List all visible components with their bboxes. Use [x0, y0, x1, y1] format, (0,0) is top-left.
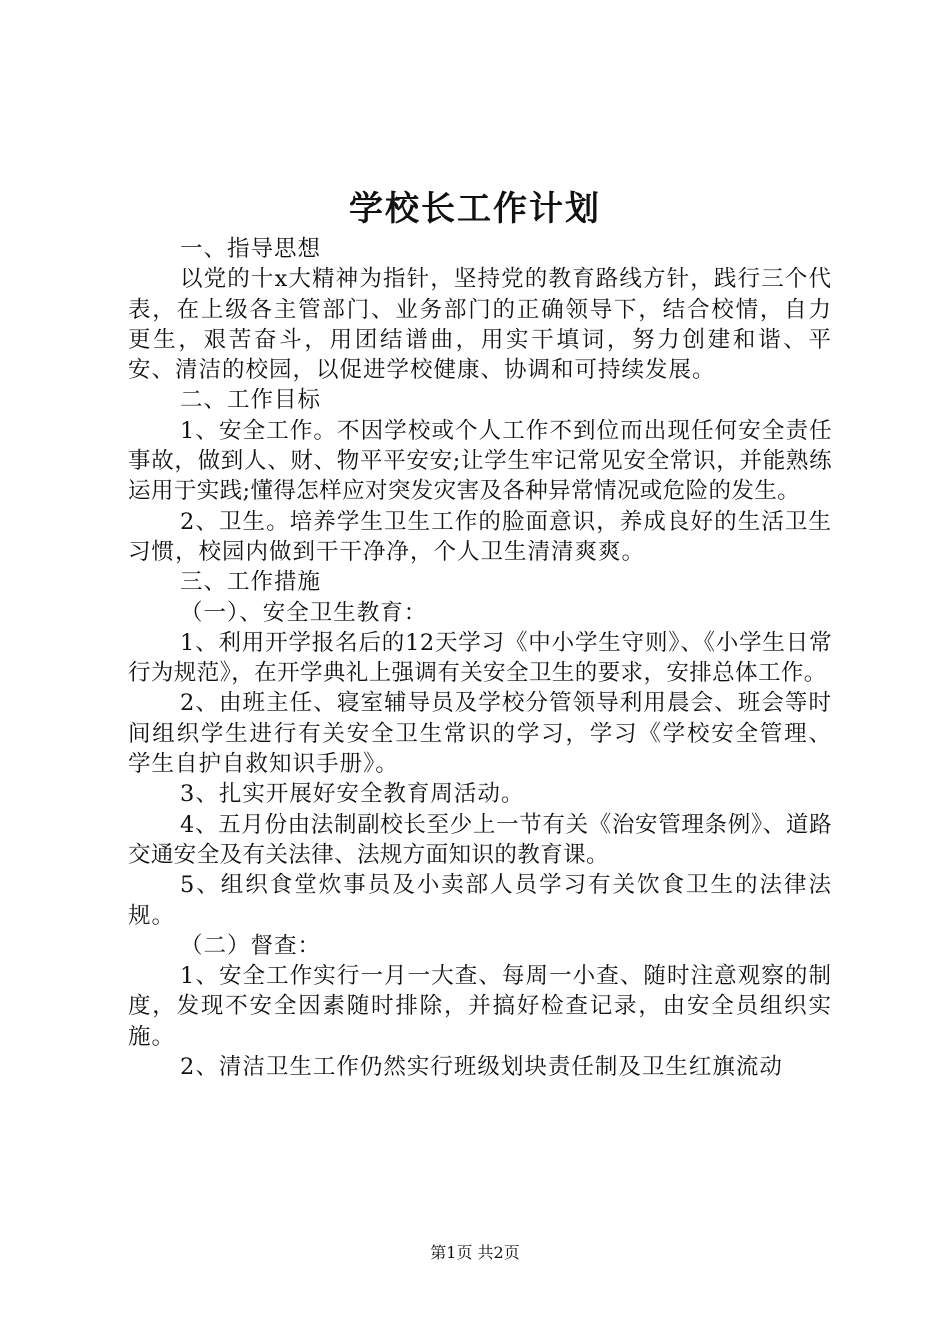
section-heading: 二、工作目标: [180, 387, 322, 414]
paragraph: 1、利用开学报名后的12天学习《中小学生守则》、《小学生日常行为规范》，在开学典礼上强调有关安全卫生的要求，安排总体工作。: [128, 629, 832, 687]
paragraph: 以党的十x大精神为指针，坚持党的教育路线方针，践行三个代表，在上级各主管部门、业务部门的正确领导下，结合校情，自力更生，艰苦奋斗，用团结谱曲，用实干填词，努力创建和谐、平安、清洁的校园，以促进学校健康、协调和可持续发展。: [128, 266, 832, 384]
paragraph: 1、安全工作实行一月一大查、每周一小查、随时注意观察的制度，发现不安全因素随时排除，并搞好检查记录，由安全员组织实施。: [128, 963, 832, 1050]
section-heading: 一、指导思想: [180, 236, 322, 262]
paragraph: 1、安全工作。不因学校或个人工作不到位而出现任何安全责任事故，做到人、财、物平平安安;让学生牢记常见安全常识，并能熟练运用于实践;懂得怎样应对突发灾害及各种异常情况或危险的发生。: [128, 417, 832, 505]
document-body: [128, 234, 832, 1082]
paragraph: 3、扎实开展好安全教育周活动。: [180, 781, 525, 808]
paragraph: 4、五月份由法制副校长至少上一节有关《治安管理条例》、道路交通安全及有关法律、法规方面知识的教育课。: [128, 811, 832, 868]
subsection-heading: （二）督查：: [180, 932, 322, 959]
paragraph: 2、清洁卫生工作仍然实行班级划块责任制及卫生红旗流动: [180, 1054, 783, 1081]
section-heading: 三、工作措施: [180, 569, 322, 596]
paragraph: 2、卫生。培养学生卫生工作的脸面意识，养成良好的生活卫生习惯，校园内做到干干净净，个人卫生清清爽爽。: [128, 508, 832, 565]
document-title: 学校长工作计划: [349, 189, 601, 229]
page-footer: 第1页 共2页: [430, 1243, 520, 1262]
paragraph: 2、由班主任、寝室辅导员及学校分管领导利用晨会、班会等时间组织学生进行有关安全卫生常识的学习，学习《学校安全管理、学生自护自救知识手册》。: [128, 690, 832, 778]
paragraph: 5、组织食堂炊事员及小卖部人员学习有关饮食卫生的法律法规。: [128, 872, 832, 929]
subsection-heading: （一）、安全卫生教育：: [180, 599, 428, 626]
